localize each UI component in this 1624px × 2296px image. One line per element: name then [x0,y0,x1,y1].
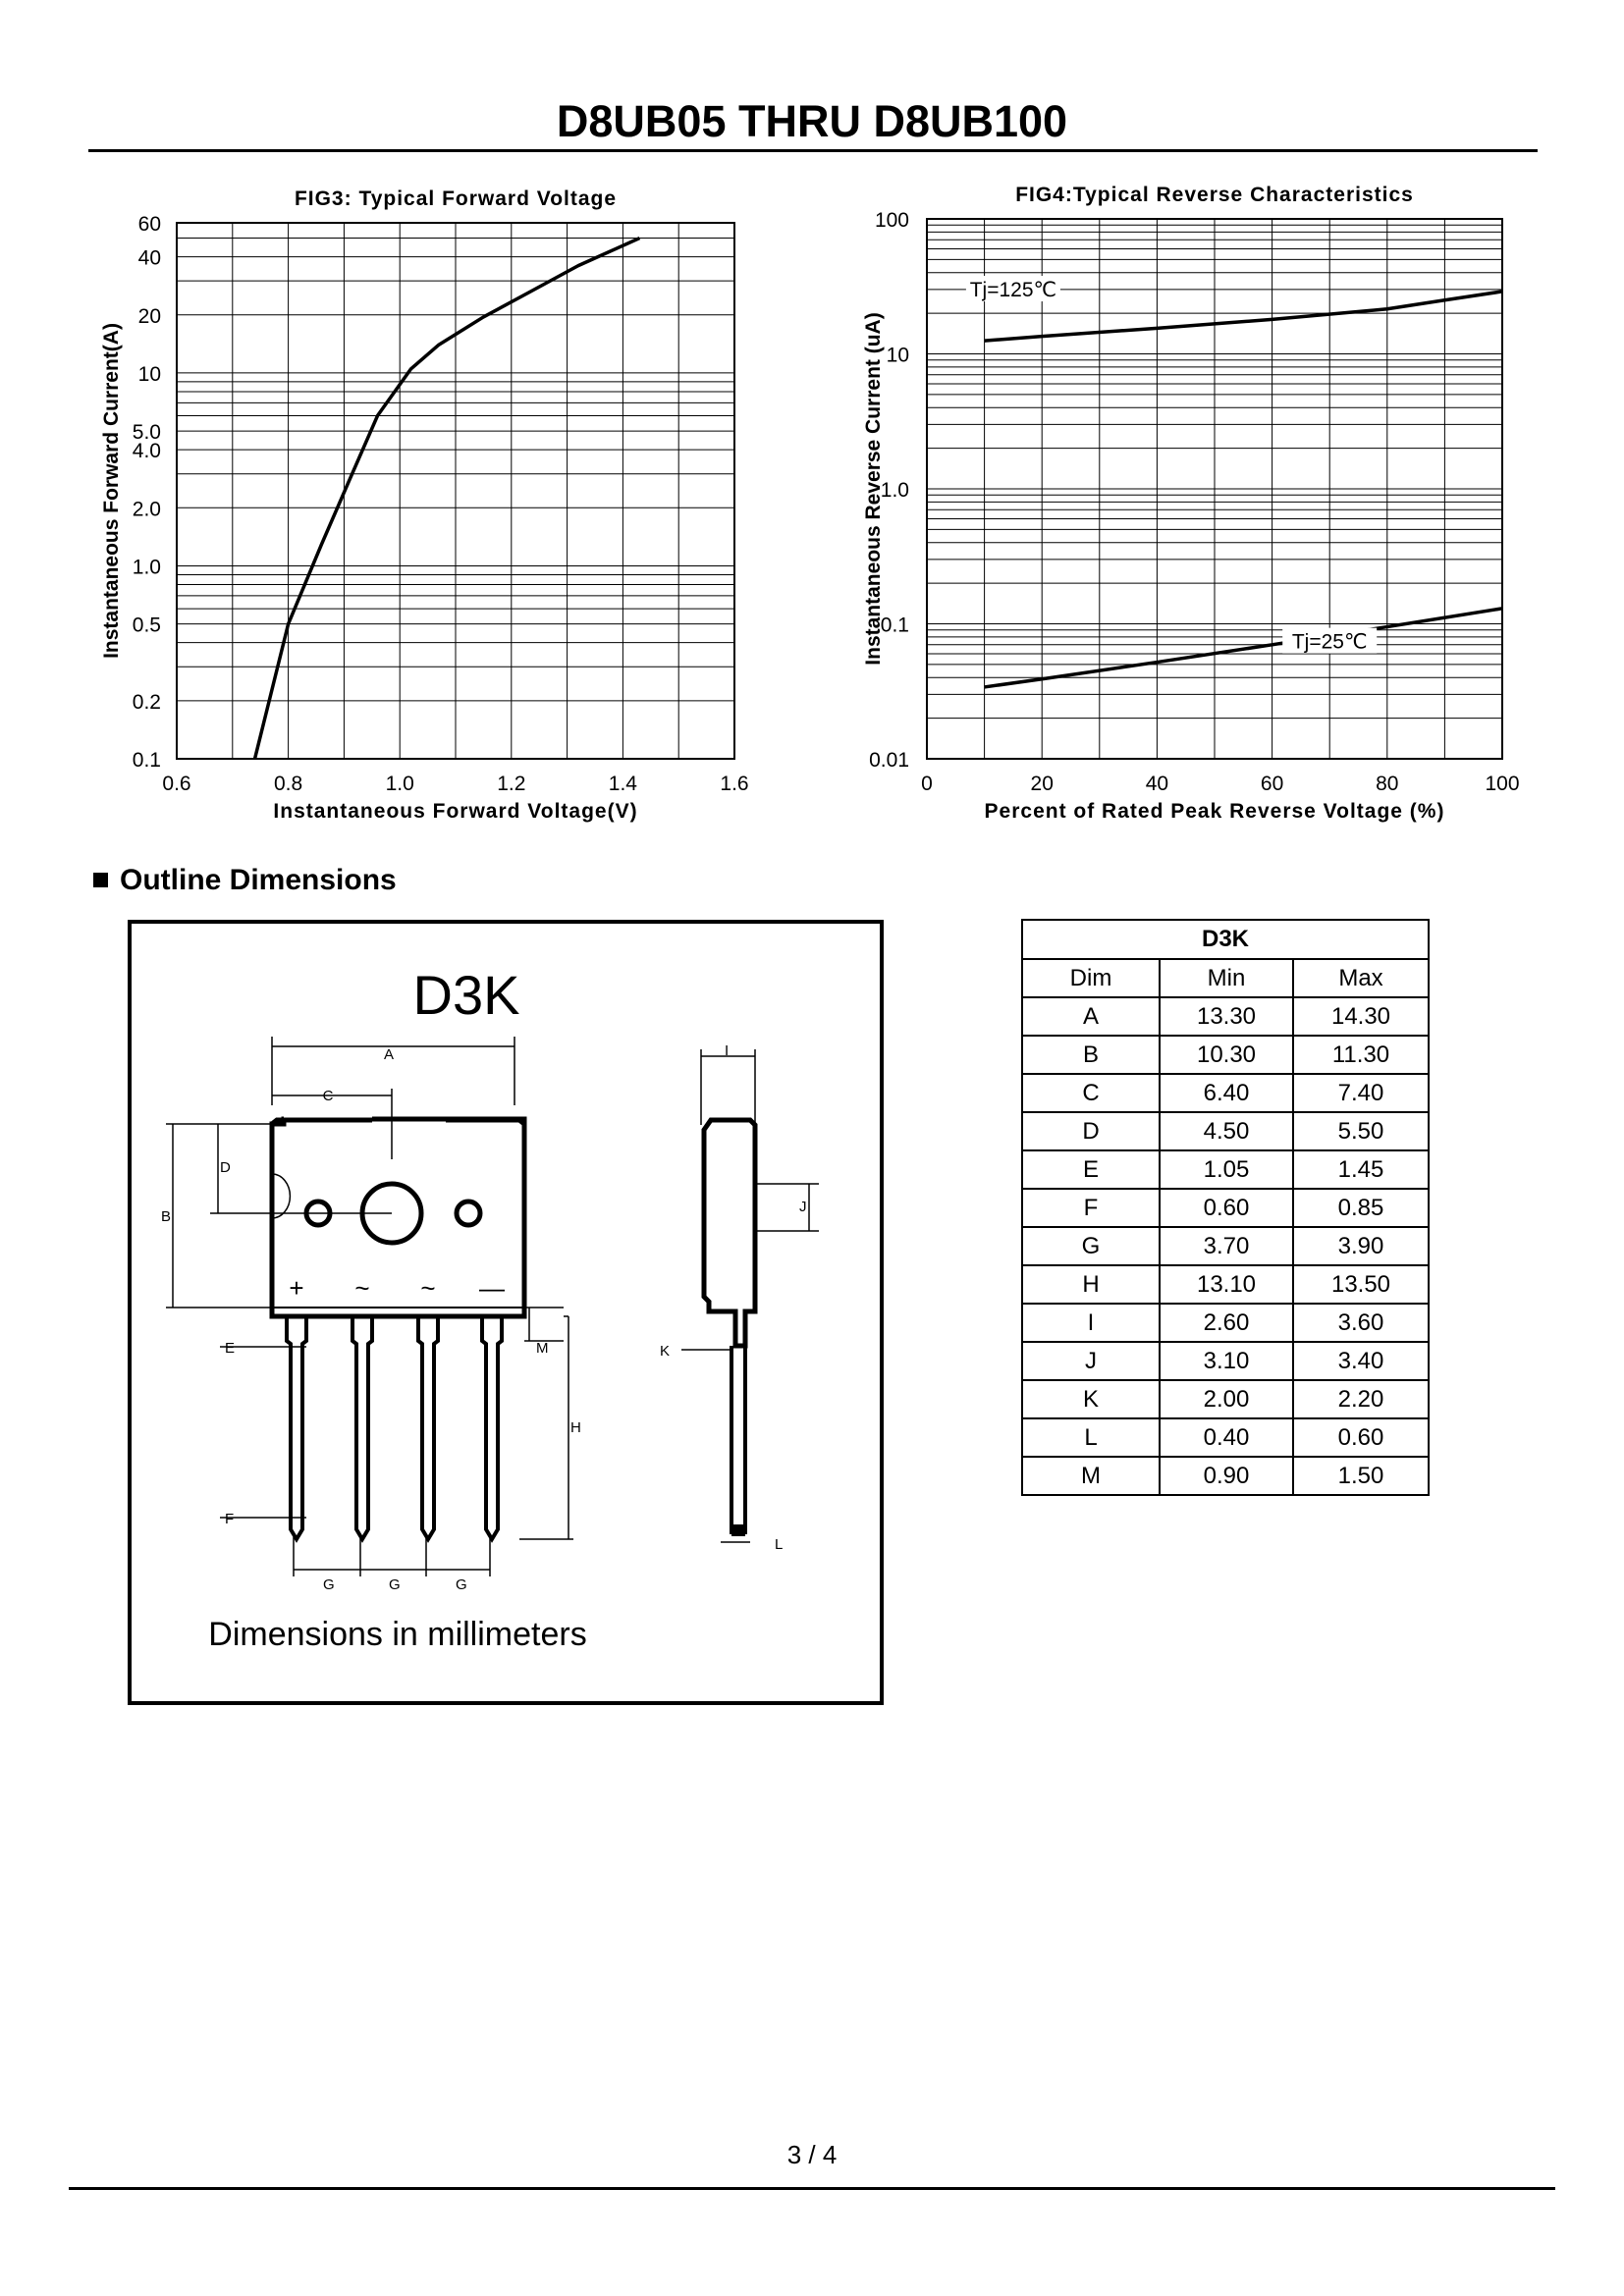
table-row [1022,1380,1429,1418]
y-tick-label: 10 [886,344,909,367]
max-cell: 13.50 [1293,1265,1429,1304]
col-header-max: Max [1293,959,1429,997]
chart-title: FIG4:Typical Reverse Characteristics [1015,184,1414,206]
x-tick-label: 1.2 [497,773,526,795]
package-name: D3K [412,964,520,1026]
series-line [255,239,640,759]
min-cell: 0.90 [1160,1457,1293,1495]
min-cell: 2.00 [1160,1380,1293,1418]
dim-label-k: K [660,1343,671,1360]
pin-label-plus: + [289,1273,304,1303]
table-row [1022,1112,1429,1150]
y-tick-label: 0.1 [880,614,909,637]
table-package-title: D3K [1022,920,1429,959]
max-cell: 1.45 [1293,1150,1429,1189]
max-cell: 3.40 [1293,1342,1429,1380]
min-cell: 10.30 [1160,1036,1293,1074]
y-tick-label: 0.1 [132,749,161,772]
y-tick-label: 20 [137,304,161,328]
x-tick-label: 1.0 [385,773,414,795]
y-tick-label: 1.0 [132,556,161,579]
table-row [1022,1189,1429,1227]
y-tick-label: 5.0 [132,421,161,445]
fig4-chart [812,0,1624,844]
max-cell: 14.30 [1293,997,1429,1036]
table-header-row [1022,959,1429,997]
dim-cell: B [1022,1036,1160,1074]
max-cell: 0.60 [1293,1418,1429,1457]
dim-label-c: C [322,1088,334,1104]
document-title: D8UB05 THRU D8UB100 [556,96,1068,146]
dim-label-i: I [725,1042,730,1059]
x-axis-label: Percent of Rated Peak Reverse Voltage (%) [984,800,1445,823]
min-cell: 0.60 [1160,1189,1293,1227]
x-tick-label: 0.6 [162,773,191,795]
x-axis-label: Instantaneous Forward Voltage(V) [273,800,638,823]
max-cell: 0.85 [1293,1189,1429,1227]
dim-cell: D [1022,1112,1160,1150]
package-side-body [704,1120,755,1346]
pin-label-minus: — [479,1273,505,1303]
dim-label-a: A [383,1046,395,1063]
dim-label-g1: G [323,1576,335,1593]
min-cell: 6.40 [1160,1074,1293,1112]
max-cell: 1.50 [1293,1457,1429,1495]
x-tick-label: 0.8 [273,773,303,795]
table-row [1022,1342,1429,1380]
x-tick-label: 1.4 [608,773,638,795]
max-cell: 11.30 [1293,1036,1429,1074]
package-drawing [132,924,880,1701]
dim-cell: E [1022,1150,1160,1189]
min-cell: 2.60 [1160,1304,1293,1342]
y-tick-label: 0.01 [869,749,909,772]
footer-rule [69,2187,1555,2190]
dim-label-b: B [161,1208,172,1225]
max-cell: 3.60 [1293,1304,1429,1342]
dim-label-g2: G [389,1576,401,1593]
x-tick-label: 40 [1145,773,1169,795]
dim-cell: K [1022,1380,1160,1418]
dim-label-l: L [775,1536,784,1553]
dim-label-d: D [220,1159,231,1176]
col-header-min: Min [1160,959,1293,997]
outline-section-heading [93,864,397,897]
y-tick-label: 100 [874,209,909,232]
section-title: Outline Dimensions [120,864,397,896]
dimensions-table [1021,919,1430,1496]
dim-label-g3: G [456,1576,467,1593]
dim-label-m: M [536,1340,549,1357]
table-row [1022,997,1429,1036]
max-cell: 5.50 [1293,1112,1429,1150]
y-axis-label: Instantaneous Forward Current(A) [100,323,123,659]
y-tick-label: 10 [137,362,161,386]
dim-cell: J [1022,1342,1160,1380]
dim-cell: G [1022,1227,1160,1265]
x-tick-label: 0 [921,773,933,795]
dim-cell: I [1022,1304,1160,1342]
max-cell: 3.90 [1293,1227,1429,1265]
table-row [1022,1265,1429,1304]
y-tick-label: 40 [137,246,161,270]
min-cell: 4.50 [1160,1112,1293,1150]
min-cell: 13.30 [1160,997,1293,1036]
x-tick-label: 60 [1260,773,1284,795]
min-cell: 3.10 [1160,1342,1293,1380]
fig3-chart [0,0,812,844]
x-tick-label: 100 [1485,773,1520,795]
y-tick-label: 60 [137,213,161,236]
table-row [1022,1036,1429,1074]
min-cell: 3.70 [1160,1227,1293,1265]
pin-label-ac1: ~ [354,1273,370,1303]
outline-drawing-box [128,920,884,1705]
dim-cell: H [1022,1265,1160,1304]
table-row [1022,1150,1429,1189]
y-tick-label: 1.0 [880,479,909,502]
series-line [985,292,1502,341]
y-axis-label: Instantaneous Reverse Current (uA) [862,312,885,666]
x-tick-label: 20 [1030,773,1054,795]
dim-cell: C [1022,1074,1160,1112]
bullet-square-icon [93,873,108,887]
table-row [1022,1418,1429,1457]
series-annotation: Tj=125℃ [969,279,1057,302]
dimensions-caption: Dimensions in millimeters [208,1616,587,1653]
dim-cell: L [1022,1418,1160,1457]
dim-cell: A [1022,997,1160,1036]
pin-label-ac2: ~ [420,1273,436,1303]
max-cell: 7.40 [1293,1074,1429,1112]
dim-cell: F [1022,1189,1160,1227]
grid-lines [177,223,734,759]
series-line [985,609,1502,687]
dim-label-h: H [570,1419,581,1436]
table-title-row [1022,920,1429,959]
y-tick-label: 2.0 [132,498,161,521]
table-row [1022,1304,1429,1342]
min-cell: 1.05 [1160,1150,1293,1189]
x-tick-label: 1.6 [720,773,749,795]
x-tick-label: 80 [1376,773,1399,795]
dim-label-f: F [225,1511,235,1527]
y-tick-label: 4.0 [132,440,161,463]
table-row [1022,1074,1429,1112]
max-cell: 2.20 [1293,1380,1429,1418]
page-number: 3 / 4 [786,2140,838,2169]
chart-title: FIG3: Typical Forward Voltage [294,187,618,210]
dim-label-j: J [799,1199,807,1215]
dim-cell: M [1022,1457,1160,1495]
col-header-dim: Dim [1022,959,1160,997]
dim-label-e: E [225,1340,236,1357]
table-row [1022,1457,1429,1495]
series-annotation: Tj=25℃ [1291,630,1368,654]
min-cell: 13.10 [1160,1265,1293,1304]
y-tick-label: 0.2 [132,690,161,714]
min-cell: 0.40 [1160,1418,1293,1457]
table-row [1022,1227,1429,1265]
y-tick-label: 0.5 [132,614,161,637]
